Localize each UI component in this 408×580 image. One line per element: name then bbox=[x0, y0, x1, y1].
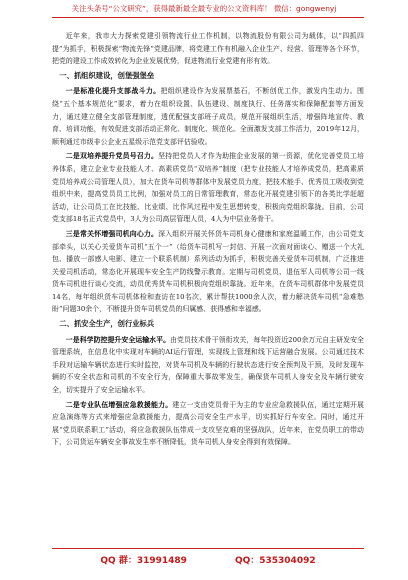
top-banner: 关注头条号“公文研究”，获得最新最全最专业的公文资料库！ 微信：gongwenyj bbox=[71, 4, 337, 13]
paragraph-lead: 二是专业队伍增强应急救援能力。 bbox=[65, 400, 173, 409]
body-paragraph bbox=[52, 228, 364, 316]
body-paragraph bbox=[52, 334, 364, 397]
footer bbox=[52, 553, 364, 566]
paragraph-text: 由党员技术骨干领衔攻关，每年投资近200余万元自主研发安全管理系统，在信息化中实现对车辆的AI运行管理，实现线上管理和线下运营融合发展。公司通过技术手段对运输车辆状态进行实时监控，对货车司机及车辆的行驶状态进行安全预判及干预，及时发现车辆的不安全状态和司机的不安全行为，保障重大事故零发生，确保货车司机人身安全及车辆行驶安全，切实提升了安全运输水平。 bbox=[52, 335, 364, 395]
body-paragraph bbox=[52, 30, 364, 68]
paragraph-text: 近年来，我市大力探索党建引领物流行业工作机制，以物流股份有限公司为载体，以“四抓四提”为抓手，积极探索“物流先锋”党建品牌，将党建工作有机融入企业生产、经营、管理等各个环节，把党的建设工作成效转化为企业发展优势，促进物流行业党建有形有效。 bbox=[52, 32, 364, 66]
section-heading: 一、抓组织建设，创堡强堡垒 bbox=[59, 70, 155, 80]
document-body bbox=[52, 30, 364, 451]
footer-qq-group: QQ 群：31991489 bbox=[100, 556, 187, 566]
paragraph-lead: 二是双培养提升党员号召力。 bbox=[65, 152, 159, 161]
footer-qq-contact: QQ：535304092 bbox=[234, 556, 316, 566]
paragraph-lead: 一是标准化提升支部战斗力。 bbox=[65, 87, 161, 96]
banner-divider bbox=[52, 17, 364, 18]
paragraph-text: 建立一支由党员骨干为主的专业应急救援队伍，通过定期开展应急演练等方式来增强应急救援能力，提高公司安全生产水平，切实抓好行车安全。同时，通过开展“党员联系职工”活动，将应急救援队伍带成一支攻坚克难的坚强战队，近年来，在党员职工的带动下，公司货运车辆安全事故发生率不断降低，货车司机人身安全得到有效保障。 bbox=[52, 400, 364, 447]
paragraph-lead: 三是常关怀增强司机向心力。 bbox=[65, 229, 159, 238]
body-paragraph bbox=[52, 85, 364, 148]
paragraph-text: 把组织建设作为发展票基石，不断创优工作，激发内生动力。围绕“五个基本规范化”要求，着力在组织设置、队伍建设、制度执行、任务落实和保障配套等方面发力，通过建立健全支部管理制度，透优配强支部班子成员，规范开展组织生活，增强阵地宣传、教育、培训功能，有效促进支部活动正常化、制度化、规范化。全面激发支部工作活力，2019年12月，顺利通过市级非公企业五星级示范党支部评估验收。 bbox=[52, 87, 364, 146]
paragraph-text: 深入组织开展关怀货车司机身心健康和家庭温暖工作，由公司党支部牵头，以关心关爱货车司机“五个一”（给货车司机写一封信、开展一次面对面谈心、赠送一个大礼包、播放一部感人电影、建立一个联系机制）系列活动为抓手，积极完善关爱货车司机制，广泛推进关爱司机活动，常态化开展现车安全生产防线警示教育。定期与司机党员、退伍军人司机等公司一线货车司机进行谈心交流，动员优秀货车司机积极向党组织靠拢。近年来，在货车司机群体中发展党员14名，每年组织货车司机体检和查访在10名次，累计帮扶1000余人次，着力解决货车司机“急难愁盼”问题30余个，不断提升货车司机党员的归属感、获得感和幸福感。 bbox=[52, 229, 364, 314]
paragraph-lead: 一是科学防控提升安全运输水平。 bbox=[65, 335, 171, 344]
section-heading: 二、抓安全生产，创行业标兵 bbox=[59, 319, 155, 329]
body-paragraph bbox=[52, 399, 364, 449]
body-paragraph bbox=[52, 150, 364, 226]
footer-divider bbox=[52, 548, 364, 549]
paragraph-text: 坚持把党员人才作为助推企业发展的第一资源，优化完善党员工培养体系，建立企业专业技能人才、高素质党员“双培养”制度（把专业技能人才培养成党员，把高素质党员培养成公司管理人员），加大在货车司机等群体中发展党员力度，把技术能手、优秀员工吸收到党组织中来，提高党员员工比例，加强对员工的日常管理教育，常态化开展党建引领下的各类比学赶超活动，让公司员工在比技能、比业绩、比作风过程中发生思想转变，积极向党组织靠拢。目前，公司党支部18名正式党员中，3人为公司高层管理人员，4人为中层业务骨干。 bbox=[52, 152, 364, 224]
